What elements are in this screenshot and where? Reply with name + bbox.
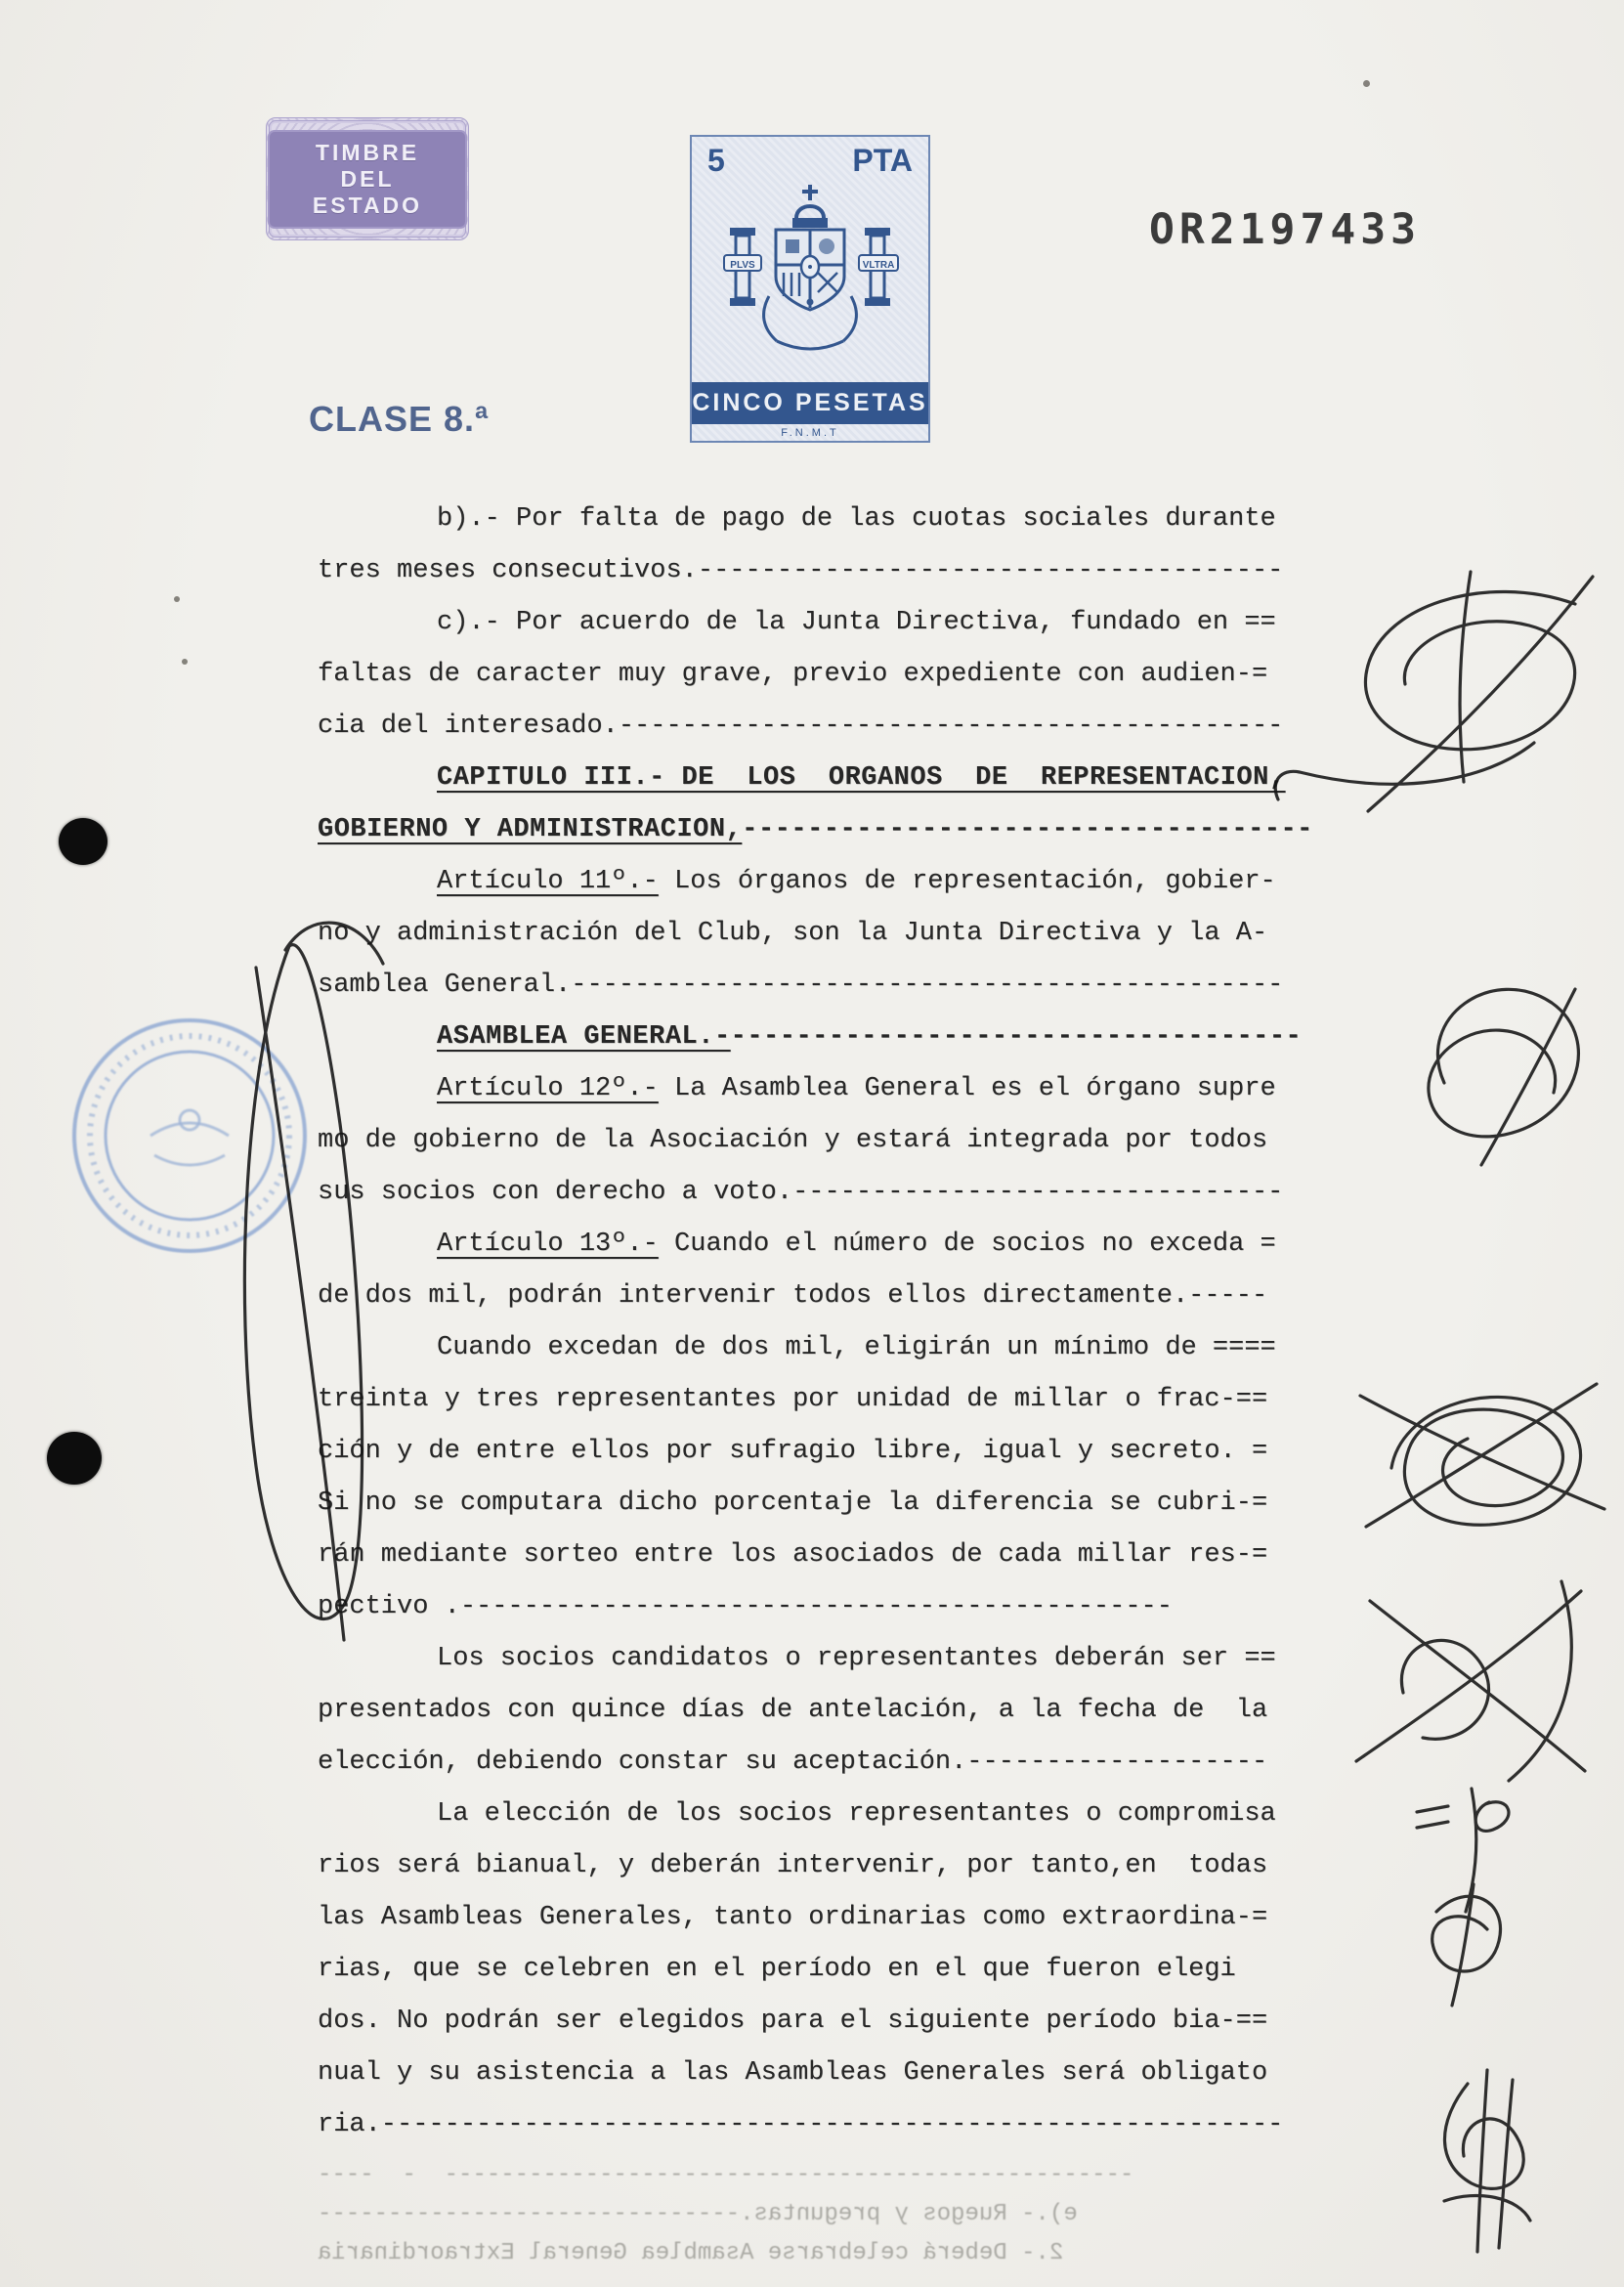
timbre-del-estado-stamp [266, 117, 469, 240]
stamp-denomination: CINCO PESETAS [692, 382, 928, 424]
typewritten-line: rios será bianual, y deberán intervenir, por tanto,en todas [318, 1851, 1268, 1880]
scan-speck [182, 659, 188, 665]
notary-stamp [57, 1003, 322, 1269]
typewritten-line: Cuando excedan de dos mil, eligirán un mínimo de ==== [437, 1333, 1276, 1362]
hole-punch [47, 1432, 102, 1485]
typewritten-line: Los socios candidatos o representantes deberán ser == [437, 1644, 1276, 1673]
typewritten-line: las Asambleas Generales, tanto ordinarias como extraordina-= [318, 1903, 1268, 1932]
typewritten-line: elección, debiendo constar su aceptación.------------------- [318, 1748, 1268, 1777]
hole-punch [59, 818, 107, 865]
typewritten-line: sus socios con derecho a voto.------------------------------- [318, 1178, 1284, 1207]
timbre-line1: TIMBRE [315, 139, 420, 165]
stamp-fnmt: F.N.M.T [781, 427, 839, 439]
clase-label: CLASE 8.ª [309, 399, 490, 439]
typewritten-line: cia del interesado.------------------------------------------ [318, 712, 1284, 741]
typewritten-line: presentados con quince días de antelación, a la fecha de la [318, 1696, 1268, 1725]
typewritten-line: ción y de entre ellos por sufragio libre, igual y secreto. = [318, 1437, 1268, 1466]
ghost-line: 2.- Deberá celebrarse Asamblea General Extraordinaria [318, 2240, 1064, 2266]
pillar-right-motto: VLTRA [862, 260, 895, 271]
ghost-line: e).- Ruegos y preguntas.------------------------------ [318, 2201, 1078, 2227]
typewritten-line: Artículo 13º.- Cuando el número de socios no exceda = [437, 1230, 1276, 1259]
typewritten-line: ASAMBLEA GENERAL.------------------------------------ [437, 1022, 1303, 1052]
typewritten-line: samblea General.--------------------------------------------- [318, 971, 1284, 1000]
scan-speck [1363, 80, 1370, 87]
typewritten-line: no y administración del Club, son la Junta Directiva y la A- [318, 919, 1268, 948]
typewritten-line: treinta y tres representantes por unidad de millar o frac-== [318, 1385, 1268, 1414]
timbre-line2: DEL ESTADO [312, 165, 423, 218]
typewritten-line: de dos mil, podrán intervenir todos ellos directamente.----- [318, 1281, 1268, 1311]
coat-of-arms-icon [692, 173, 928, 382]
typewritten-line: dos. No podrán ser elegidos para el siguiente período bia-== [318, 2007, 1268, 2036]
typewritten-line: ria.--------------------------------------------------------- [318, 2110, 1284, 2139]
stamp-value: 5 [707, 143, 725, 178]
typewritten-line: b).- Por falta de pago de las cuotas sociales durante [437, 504, 1276, 534]
typewritten-line: pectivo .--------------------------------------------- [318, 1592, 1173, 1621]
typewritten-line: CAPITULO III.- DE LOS ORGANOS DE REPRESENTACION, [437, 763, 1286, 793]
ink-scribble-equals [1417, 1789, 1509, 2006]
stamp-currency: PTA [852, 143, 913, 178]
typewritten-line: rán mediante sorteo entre los asociados de cada millar res-= [318, 1540, 1268, 1570]
typewritten-line: Artículo 12º.- La Asamblea General es el órgano supre [437, 1074, 1276, 1103]
ink-scribble-mid-right [1429, 989, 1578, 1165]
typewritten-line: La elección de los socios representantes o compromisa [437, 1799, 1276, 1829]
typewritten-line: rias, que se celebren en el período en el que fueron elegi [318, 1955, 1236, 1984]
typewritten-line: mo de gobierno de la Asociación y estará integrada por todos [318, 1126, 1268, 1155]
typewritten-line: nual y su asistencia a las Asambleas Generales será obligato [318, 2058, 1268, 2088]
pillar-left-motto: PLVS [730, 260, 755, 271]
scan-speck [174, 596, 180, 602]
typewritten-line: c).- Por acuerdo de la Junta Directiva, fundado en == [437, 608, 1276, 637]
ink-scribble-x [1356, 1581, 1585, 1781]
typewritten-lines [318, 494, 1324, 2151]
ghost-line: ------------------------------------------------- - ---- [318, 2162, 1134, 2188]
typewritten-line: Artículo 11º.- Los órganos de representación, gobier- [437, 867, 1276, 896]
serial-number: OR2197433 [1149, 205, 1421, 254]
ink-scribble-ball [1360, 1384, 1604, 1527]
typewritten-line: tres meses consecutivos.------------------------------------- [318, 556, 1284, 585]
timbre-stamp-label [270, 132, 465, 227]
ink-scribble-bottom [1444, 2070, 1530, 2252]
typewritten-line: faltas de caracter muy grave, previo expediente con audien-= [318, 660, 1268, 689]
typewritten-line: GOBIERNO Y ADMINISTRACION,----------------------------------- [318, 815, 1313, 844]
fiscal-stamp [690, 135, 930, 443]
typewritten-line: Si no se computara dicho porcentaje la diferencia se cubri-= [318, 1489, 1268, 1518]
